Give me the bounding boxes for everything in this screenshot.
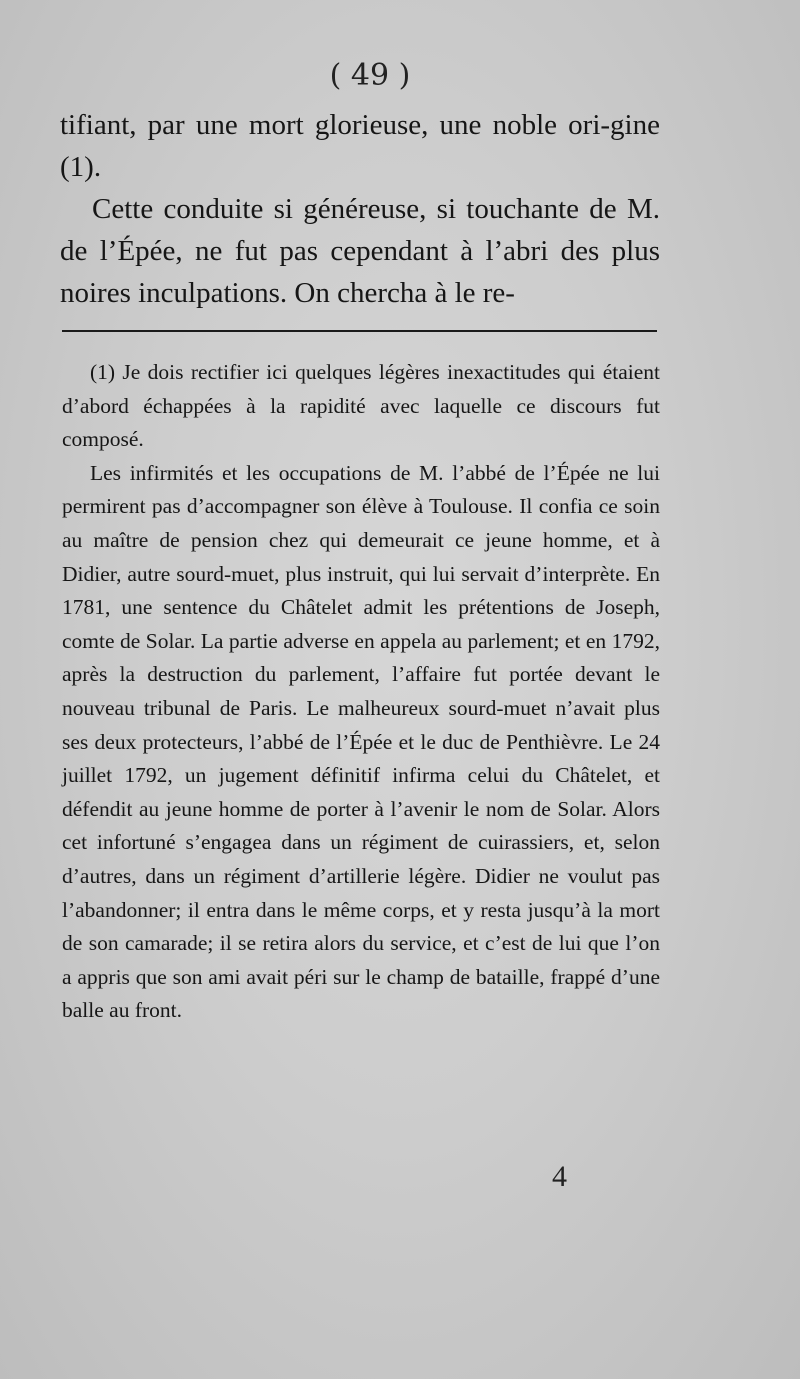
page-number: ( 49 ) <box>329 58 411 93</box>
signature-mark: 4 <box>552 1160 567 1193</box>
main-paragraph-continuation: tifiant, par une mort glorieuse, une noble ori-gine (1). <box>60 109 660 183</box>
footnote-block <box>62 356 660 1028</box>
main-paragraph: Cette conduite si généreuse, si touchante de M. de l’Épée, ne fut pas cependant à l’abri des plus noires inculpations. On chercha à le re- <box>60 193 660 309</box>
footnote-paragraph-intro: (1) Je dois rectifier ici quelques légères inexactitudes qui étaient d’abord échappées à la rapidité avec laquelle ce discours fut composé. <box>62 360 660 452</box>
main-text-block <box>60 104 660 314</box>
footnote-separator-rule <box>62 330 657 332</box>
footnote-paragraph-body: Les infirmités et les occupations de M. l’abbé de l’Épée ne lui permirent pas d’accompagner son élève à Toulouse. Il confia ce soin au maître de pension chez qui demeurait ce jeune homme, et à Didier, autre sourd-muet, plus instruit, qui lui servait d’interprète. En 1781, une sentence du Châtelet admit les prétentions de Joseph, comte de Solar. La partie adverse en appela au parlement; et en 1792, après la destruction du parlement, l’affaire fut portée devant le nouveau tribunal de Paris. Le malheureux sourd-muet n’avait plus ses deux protecteurs, l’abbé de l’Épée et le duc de Penthièvre. Le 24 juillet 1792, un jugement définitif infirma celui du Châtelet, et défendit au jeune homme de porter à l’avenir le nom de Solar. Alors cet infortuné s’engagea dans un régiment de cuirassiers, et, selon d’autres, dans un régiment d’artillerie légère. Didier ne voulut pas l’abandonner; il entra dans le même corps, et y resta jusqu’à la mort de son camarade; il se retira alors du service, et c’est de lui que l’on a appris que son ami avait péri sur le champ de bataille, frappé d’une balle au front. <box>62 460 660 1023</box>
